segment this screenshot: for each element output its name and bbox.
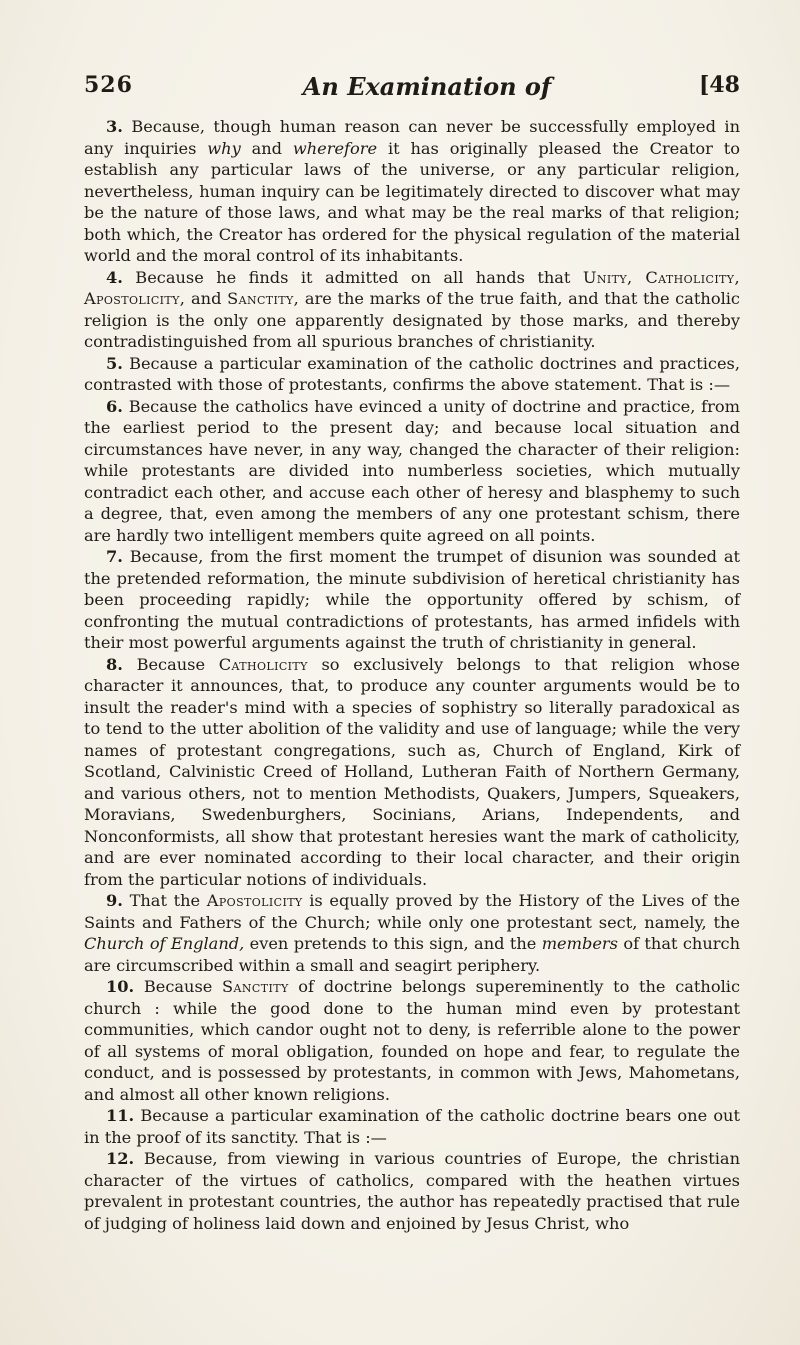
text-run: and: [240, 138, 293, 158]
paragraph-number: 3.: [106, 117, 123, 136]
paragraph: [84, 1148, 740, 1234]
paragraph: [84, 116, 740, 267]
text-run: That the: [122, 891, 207, 910]
italic-text: members: [541, 934, 618, 953]
paragraph: [84, 976, 740, 1105]
page-number: 526: [84, 72, 133, 98]
text-run: Because a particular examination of the catholic doctrines and practices, contrasted with those of protestants, confirms the above statement. That is :—: [84, 353, 740, 394]
text-run: Because the catholics have evinced a unity of doctrine and practice, from the earliest period to the present day; and because local situation and circumstances have never, in any way, changed the character of their religion: while protestants are divided into numberless societies, which mutually contradict each other, and accuse each other of heresy and blasphemy to such a degree, that, even among the members of any one protestant schism, there are hardly two intelligent members quite agreed on all points.: [84, 396, 740, 545]
text-run: Because: [122, 654, 219, 674]
text-run: of that church are circumscribed within a small and seagirt periphery.: [84, 934, 740, 975]
running-title: An Examination of: [302, 72, 552, 101]
text-run: Because, though human reason can never be successfully employed in any inquiries: [84, 117, 740, 158]
running-header: [84, 72, 740, 108]
paragraph-number: 12.: [106, 1149, 135, 1168]
body-text: [84, 116, 740, 1234]
italic-text: why: [207, 138, 241, 158]
paragraph-number: 6.: [106, 396, 123, 416]
paragraph-number: 7.: [106, 547, 123, 566]
small-caps-text: Catholicity: [218, 654, 308, 674]
italic-text: Church of England,: [84, 934, 245, 953]
italic-text: wherefore: [292, 138, 378, 158]
text-run: even pretends to this sign, and the: [244, 934, 542, 953]
text-run: Because he finds it admitted on all hands that: [122, 267, 583, 287]
text-run: are the marks of the true faith, and that the catholic religion is the only one apparently designated by those marks, and thereby contradistinguished from all spurious branches of christianity.: [84, 289, 740, 351]
text-run: so exclusively belongs to that religion whose character it announces, that, to produce any counter arguments would be to insult the reader's mind with a species of sophistry so literally paradoxical as to tend to the utter abolition of the validity and use of language; while the very names of protestant congregations, such as, Church of England, Kirk of Scotland, Calvinistic Creed of Holland, Lutheran Faith of Northern Germany, and various others, not to mention Methodists, Quakers, Jumpers, Squeakers, Moravians, Swedenburghers, Socinians, Arians, Independents, and Nonconformists, all show that protestant heresies want the mark of catholicity, and are ever nominated according to their local character, and their origin from the particular notions of individuals.: [84, 654, 740, 889]
text-run: of doctrine belongs supereminently to the catholic church : while the good done to the human mind even by protestant communities, which candor ought not to deny, is referrible alone to the power of all systems of moral obligation, founded on hope and fear, to regulate the conduct, and is possessed by protestants, in common with Jews, Mahometans, and almost all other known religions.: [84, 977, 741, 1104]
text-run: it has originally pleased the Creator to establish any particular laws of the universe, or any particular religion, nevertheless, human inquiry can be legitimately directed to discover what may be the nature of those laws, and what may be the real marks of that religion; both which, the Creator has ordered for the physical regulation of the material world and the moral control of its inhabitants.: [84, 138, 741, 265]
text-run: Because a particular examination of the catholic doctrine bears one out in the proof of its sanctity. That is :—: [84, 1106, 740, 1147]
paragraph-number: 11.: [106, 1106, 135, 1125]
small-caps-text: Sanctity,: [227, 289, 300, 308]
text-run: Because: [134, 977, 223, 996]
text-run: Because, from viewing in various countries of Europe, the christian character of the virtues of catholics, compared with the heathen virtues prevalent in protestant countries, the author has repeatedly practised that rule of judging of holiness laid down and enjoined by Jesus Christ, who: [84, 1149, 740, 1233]
small-caps-text: Unity, Catholicity, Apostolicity,: [84, 267, 741, 308]
paragraph: [84, 890, 740, 976]
paragraph: [84, 267, 740, 353]
paragraph: [84, 654, 740, 891]
paragraph-number: 8.: [106, 654, 123, 674]
paragraph: [84, 396, 740, 547]
paragraph-number: 9.: [106, 891, 123, 910]
paragraph: [84, 1105, 740, 1148]
paragraph: [84, 546, 740, 654]
paragraph: [84, 353, 740, 396]
paragraph-number: 10.: [106, 977, 135, 996]
small-caps-text: Sanctity: [222, 977, 289, 996]
small-caps-text: Apostolicity: [206, 891, 303, 910]
signature-mark: [48: [698, 72, 740, 98]
text-run: is equally proved by the History of the Lives of the Saints and Fathers of the Church; while only one protestant sect, namely, the: [84, 891, 740, 932]
paragraph-number: 4.: [106, 267, 123, 287]
text-run: and: [185, 289, 228, 308]
text-run: Because, from the first moment the trumpet of disunion was sounded at the pretended reformation, the minute subdivision of heretical christianity has been proceeding rapidly; while the opportunity offered by schism, of confronting the mutual contradictions of protestants, has armed infidels with their most powerful arguments against the truth of christianity in general.: [84, 547, 740, 652]
paragraph-number: 5.: [106, 353, 123, 373]
